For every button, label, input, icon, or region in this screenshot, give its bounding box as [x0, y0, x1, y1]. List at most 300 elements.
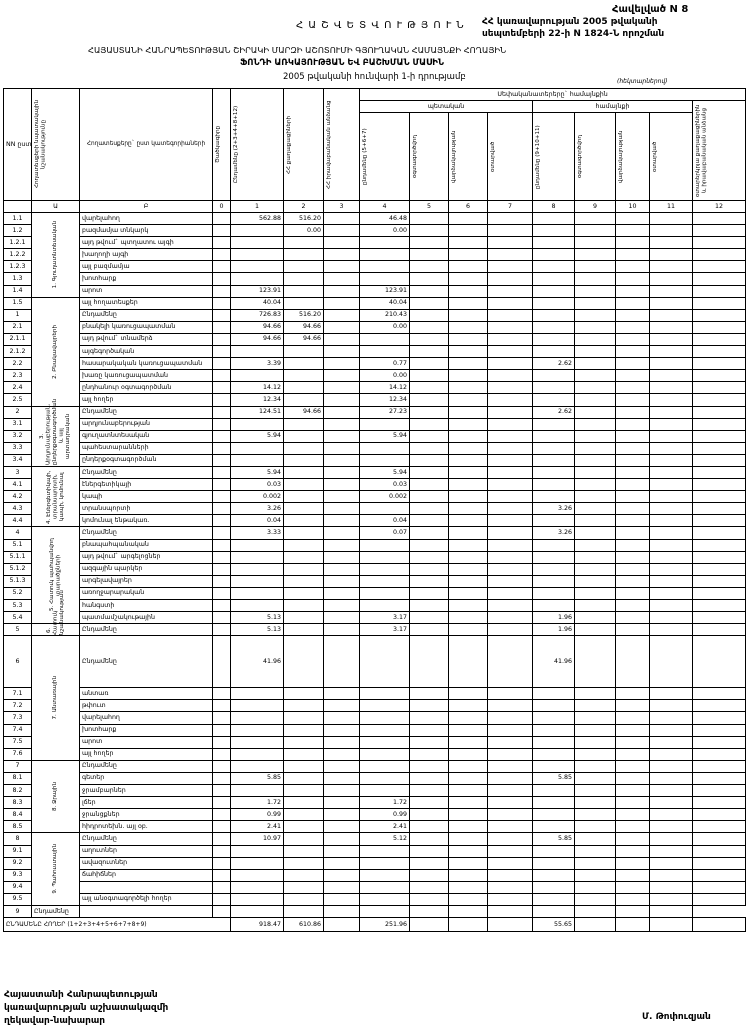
table-cell — [410, 261, 449, 273]
table-cell — [616, 333, 650, 345]
table-cell — [693, 857, 746, 869]
table-cell — [360, 587, 410, 599]
table-cell — [213, 237, 231, 249]
land-type-name: Ընդամենը — [80, 760, 213, 772]
table-cell: 1.96 — [533, 624, 575, 636]
table-cell — [213, 527, 231, 539]
table-cell — [616, 575, 650, 587]
table-cell — [324, 772, 360, 784]
table-cell — [360, 845, 410, 857]
table-cell — [575, 587, 616, 599]
table-cell — [324, 297, 360, 309]
table-row — [4, 466, 746, 478]
table-cell — [533, 454, 575, 466]
table-row — [4, 358, 746, 370]
table-cell: 516.20 — [284, 213, 324, 225]
table-cell — [650, 700, 693, 712]
table-cell — [449, 237, 488, 249]
table-cell — [693, 845, 746, 857]
table-cell — [324, 563, 360, 575]
table-cell — [650, 612, 693, 624]
table-cell — [449, 370, 488, 382]
table-cell — [213, 736, 231, 748]
table-cell — [693, 736, 746, 748]
table-cell — [488, 869, 533, 881]
table-cell — [324, 575, 360, 587]
table-cell: 14.12 — [360, 382, 410, 394]
table-cell — [213, 479, 231, 491]
table-cell — [616, 527, 650, 539]
table-cell — [650, 905, 693, 917]
table-row — [4, 249, 746, 261]
land-type-name: արգելավայրեր — [80, 575, 213, 587]
table-cell — [616, 724, 650, 736]
table-cell — [533, 346, 575, 358]
table-cell — [488, 688, 533, 700]
row-number: 3.1 — [4, 418, 32, 430]
col-index: 3 — [324, 201, 360, 213]
table-cell — [410, 213, 449, 225]
table-cell — [533, 370, 575, 382]
units-label: (հեկտարներով) — [617, 78, 668, 85]
table-cell — [693, 551, 746, 563]
land-type-name: խառը կառուցապատման — [80, 370, 213, 382]
table-cell — [650, 394, 693, 406]
table-cell — [410, 624, 449, 636]
table-cell — [693, 418, 746, 430]
table-row — [4, 881, 746, 893]
table-cell — [284, 491, 324, 503]
table-cell — [488, 213, 533, 225]
table-cell — [213, 688, 231, 700]
table-cell — [650, 551, 693, 563]
report-date: 2005 թվականի հունվարի 1-ի դրությամբ — [283, 72, 466, 82]
land-type-name: այդ թվում` պտղատու այգի — [80, 237, 213, 249]
table-cell — [231, 905, 284, 917]
table-cell: 3.33 — [231, 527, 284, 539]
land-type-name: տրանսպորտի — [80, 503, 213, 515]
table-cell — [616, 785, 650, 797]
table-cell — [410, 527, 449, 539]
table-cell — [693, 261, 746, 273]
table-cell — [616, 772, 650, 784]
table-cell — [410, 797, 449, 809]
table-cell — [360, 551, 410, 563]
table-row — [4, 430, 746, 442]
table-cell — [449, 418, 488, 430]
category-group — [32, 589, 80, 636]
table-cell — [693, 454, 746, 466]
table-cell — [231, 785, 284, 797]
table-cell — [410, 760, 449, 772]
table-cell — [213, 503, 231, 515]
land-type-name: Ընդամենը — [80, 466, 213, 478]
table-cell — [533, 394, 575, 406]
col-7-header: օտարված — [490, 141, 496, 172]
col-citizens-header: ՀՀ քաղաքացիների — [286, 115, 292, 174]
table-cell — [616, 346, 650, 358]
table-cell — [575, 600, 616, 612]
row-number: 5.3 — [4, 600, 32, 612]
table-cell — [213, 624, 231, 636]
table-row — [4, 309, 746, 321]
table-cell — [410, 225, 449, 237]
table-cell — [693, 503, 746, 515]
table-cell — [616, 760, 650, 772]
table-cell — [650, 881, 693, 893]
table-row — [4, 479, 746, 491]
table-cell — [650, 893, 693, 905]
table-cell — [324, 370, 360, 382]
table-cell — [488, 358, 533, 370]
table-cell — [449, 869, 488, 881]
table-cell — [410, 748, 449, 760]
table-cell — [449, 442, 488, 454]
table-cell — [533, 893, 575, 905]
row-number: 4.2 — [4, 491, 32, 503]
table-cell — [650, 454, 693, 466]
table-cell — [410, 845, 449, 857]
table-cell — [284, 394, 324, 406]
table-cell — [449, 394, 488, 406]
table-cell: 27.23 — [360, 406, 410, 418]
table-cell — [360, 700, 410, 712]
table-cell — [488, 479, 533, 491]
table-row — [4, 297, 746, 309]
table-cell — [693, 797, 746, 809]
row-number: 3.2 — [4, 430, 32, 442]
table-cell — [488, 712, 533, 724]
land-type-name: Ընդամենը — [80, 309, 213, 321]
table-cell — [231, 418, 284, 430]
land-type-name: արոտ — [80, 285, 213, 297]
table-cell — [213, 430, 231, 442]
category-group-label: 4. Էներգետիկայի, տրանսպորտի, կապի, կոմունալ — [45, 470, 65, 524]
table-cell — [324, 748, 360, 760]
table-cell — [284, 346, 324, 358]
table-cell — [360, 724, 410, 736]
table-row — [4, 563, 746, 575]
row-number: 9.3 — [4, 869, 32, 881]
annex-line-2: ՀՀ կառավարության 2005 թվականի — [482, 17, 658, 27]
table-cell — [324, 905, 360, 917]
table-cell — [575, 821, 616, 833]
table-cell — [488, 600, 533, 612]
land-type-name: թփուտ — [80, 700, 213, 712]
table-cell: 94.66 — [231, 333, 284, 345]
row-number: 5.1.1 — [4, 551, 32, 563]
table-cell — [650, 285, 693, 297]
table-cell — [616, 600, 650, 612]
table-cell — [693, 430, 746, 442]
table-cell — [488, 539, 533, 551]
row-number: 2.1.1 — [4, 333, 32, 345]
table-cell — [488, 587, 533, 599]
table-row — [4, 382, 746, 394]
row-number: 9 — [4, 905, 32, 917]
table-cell — [410, 833, 449, 845]
table-cell: 41.96 — [231, 636, 284, 688]
table-cell — [284, 857, 324, 869]
col-10-header: վարձակալության — [618, 130, 624, 183]
row-number: 1 — [4, 309, 32, 321]
table-cell — [213, 382, 231, 394]
table-cell — [616, 636, 650, 688]
table-cell — [324, 612, 360, 624]
table-cell — [231, 869, 284, 881]
table-cell — [410, 857, 449, 869]
table-cell: 2.62 — [533, 358, 575, 370]
table-cell — [616, 515, 650, 527]
table-cell: 5.13 — [231, 624, 284, 636]
table-cell — [231, 700, 284, 712]
table-cell — [693, 479, 746, 491]
table-cell — [360, 893, 410, 905]
table-cell — [449, 285, 488, 297]
table-cell — [410, 394, 449, 406]
table-cell — [284, 370, 324, 382]
col-category-header: Հողատեսքերի նպատակային նշանակությունը — [34, 100, 47, 189]
table-cell: 726.83 — [231, 309, 284, 321]
table-cell — [533, 418, 575, 430]
table-cell: 0.002 — [231, 491, 284, 503]
table-cell: 0.00 — [360, 225, 410, 237]
table-cell — [575, 881, 616, 893]
table-cell: 5.94 — [360, 466, 410, 478]
category-group-label: 2. Բնակավայրերի — [52, 324, 59, 379]
row-number: 4 — [4, 527, 32, 539]
table-cell — [284, 809, 324, 821]
table-cell — [410, 869, 449, 881]
table-cell — [284, 430, 324, 442]
table-cell — [533, 688, 575, 700]
row-number: 5.1.3 — [4, 575, 32, 587]
table-cell — [616, 249, 650, 261]
table-cell — [488, 748, 533, 760]
table-cell — [284, 821, 324, 833]
table-cell — [410, 575, 449, 587]
grand-total-cell: 610.86 — [284, 918, 324, 932]
land-type-name: հասարակական կառուցապատման — [80, 358, 213, 370]
table-cell — [410, 551, 449, 563]
table-cell — [575, 346, 616, 358]
table-cell — [488, 833, 533, 845]
table-row — [4, 454, 746, 466]
table-cell — [616, 442, 650, 454]
table-row — [4, 809, 746, 821]
table-cell — [213, 809, 231, 821]
table-cell — [410, 479, 449, 491]
table-cell — [533, 724, 575, 736]
table-cell — [449, 600, 488, 612]
table-cell — [410, 249, 449, 261]
land-type-name: վարելահող — [80, 213, 213, 225]
table-cell — [213, 857, 231, 869]
row-number: 1.3 — [4, 273, 32, 285]
table-cell — [616, 893, 650, 905]
table-cell — [616, 225, 650, 237]
col-index: 2 — [284, 201, 324, 213]
table-cell — [693, 515, 746, 527]
row-number: 5.1.2 — [4, 563, 32, 575]
table-cell — [449, 636, 488, 688]
category-group-label: 1. Գյուղատնտեսական — [52, 221, 59, 289]
category-group-label: 8. Ջրային — [52, 782, 59, 812]
table-cell: 123.91 — [231, 285, 284, 297]
table-cell — [284, 563, 324, 575]
table-cell — [533, 321, 575, 333]
signatory-name: Մ. Թոփուզյան — [642, 1012, 711, 1022]
table-cell: 0.04 — [360, 515, 410, 527]
table-cell — [616, 297, 650, 309]
table-cell — [231, 454, 284, 466]
table-cell — [449, 406, 488, 418]
table-cell — [488, 346, 533, 358]
table-cell — [231, 857, 284, 869]
table-cell — [213, 785, 231, 797]
table-cell — [324, 321, 360, 333]
table-cell — [616, 551, 650, 563]
table-cell — [324, 333, 360, 345]
table-cell — [488, 797, 533, 809]
table-cell — [650, 261, 693, 273]
table-cell — [410, 772, 449, 784]
community-header: համայնքի — [533, 101, 693, 113]
table-cell: 94.66 — [231, 321, 284, 333]
table-cell — [650, 785, 693, 797]
table-cell — [449, 346, 488, 358]
table-cell — [488, 881, 533, 893]
table-row — [4, 736, 746, 748]
table-cell: 210.43 — [360, 309, 410, 321]
table-cell — [449, 358, 488, 370]
land-type-name: անտառ — [80, 688, 213, 700]
table-cell — [575, 797, 616, 809]
row-number: 9.1 — [4, 845, 32, 857]
land-type-name: այլ հողեր — [80, 748, 213, 760]
table-cell — [650, 539, 693, 551]
table-cell — [693, 869, 746, 881]
table-cell — [616, 688, 650, 700]
table-cell — [231, 587, 284, 599]
table-cell — [213, 724, 231, 736]
table-cell — [284, 503, 324, 515]
table-cell — [488, 249, 533, 261]
category-group — [32, 399, 80, 466]
table-cell — [650, 587, 693, 599]
land-type-name: այգեգործական — [80, 346, 213, 358]
table-cell — [616, 821, 650, 833]
row-number: 7 — [4, 760, 32, 772]
table-cell — [449, 612, 488, 624]
table-cell — [693, 237, 746, 249]
table-cell — [284, 551, 324, 563]
table-cell — [693, 809, 746, 821]
table-cell — [231, 760, 284, 772]
table-cell — [410, 382, 449, 394]
table-cell — [650, 527, 693, 539]
table-row — [4, 797, 746, 809]
table-cell — [693, 382, 746, 394]
table-cell — [231, 748, 284, 760]
table-cell — [449, 736, 488, 748]
table-cell — [324, 881, 360, 893]
table-cell — [213, 406, 231, 418]
col-legal-header: ՀՀ իրավաբանական անձանց — [326, 100, 332, 189]
table-cell — [575, 551, 616, 563]
table-cell — [410, 333, 449, 345]
table-cell — [693, 309, 746, 321]
col-12-header: օտարերկրյա քաղաքացիներին և իրավաբանական անձանց — [695, 104, 708, 197]
table-row — [4, 857, 746, 869]
table-cell — [284, 772, 324, 784]
table-cell — [449, 587, 488, 599]
land-type-name: ընդերքօգտագործման — [80, 454, 213, 466]
table-cell — [213, 309, 231, 321]
table-cell — [213, 466, 231, 478]
table-cell — [488, 382, 533, 394]
table-cell: 0.99 — [360, 809, 410, 821]
table-cell — [533, 821, 575, 833]
table-cell: 2.62 — [533, 406, 575, 418]
table-cell — [650, 821, 693, 833]
table-row — [4, 821, 746, 833]
col-index: 5 — [410, 201, 449, 213]
col-index: 8 — [533, 201, 575, 213]
col-index: 1 — [231, 201, 284, 213]
table-cell — [533, 857, 575, 869]
table-cell — [616, 321, 650, 333]
table-cell — [488, 551, 533, 563]
table-cell — [449, 503, 488, 515]
land-type-name: ազգային պարկեր — [80, 563, 213, 575]
row-number: 1.1 — [4, 213, 32, 225]
table-cell — [284, 700, 324, 712]
table-cell — [693, 700, 746, 712]
table-cell — [324, 712, 360, 724]
table-cell — [650, 857, 693, 869]
table-row — [4, 321, 746, 333]
table-row — [4, 905, 746, 917]
table-cell — [324, 346, 360, 358]
report-subtitle-1: ՀԱՅԱՍՏԱՆԻ ՀԱՆՐԱՊԵՏՈՒԹՅԱՆ ՇԻՐԱԿԻ ՄԱՐԶԻ ԱՇՈՏՈՒՄԻ ԳՅՈՒՂԱԿԱՆ ՀԱՄԱՅՆՔԻ ՀՈՂԱՅԻՆ — [88, 45, 507, 55]
table-cell — [650, 273, 693, 285]
table-cell — [693, 333, 746, 345]
table-cell — [575, 491, 616, 503]
land-type-name: լճեր — [80, 797, 213, 809]
table-cell — [650, 370, 693, 382]
row-number: 8.1 — [4, 772, 32, 784]
table-cell — [575, 273, 616, 285]
table-cell: 0.00 — [360, 370, 410, 382]
table-cell — [488, 785, 533, 797]
table-cell — [693, 772, 746, 784]
col-index: 4 — [360, 201, 410, 213]
table-row — [4, 491, 746, 503]
table-cell — [488, 724, 533, 736]
table-cell — [533, 491, 575, 503]
table-cell — [533, 285, 575, 297]
table-cell — [213, 273, 231, 285]
row-number: 7.6 — [4, 748, 32, 760]
table-cell: 0.77 — [360, 358, 410, 370]
land-type-name: արդյունաբերության — [80, 418, 213, 430]
table-cell — [693, 881, 746, 893]
table-cell — [324, 688, 360, 700]
table-cell — [284, 297, 324, 309]
table-cell — [284, 249, 324, 261]
table-cell — [533, 881, 575, 893]
